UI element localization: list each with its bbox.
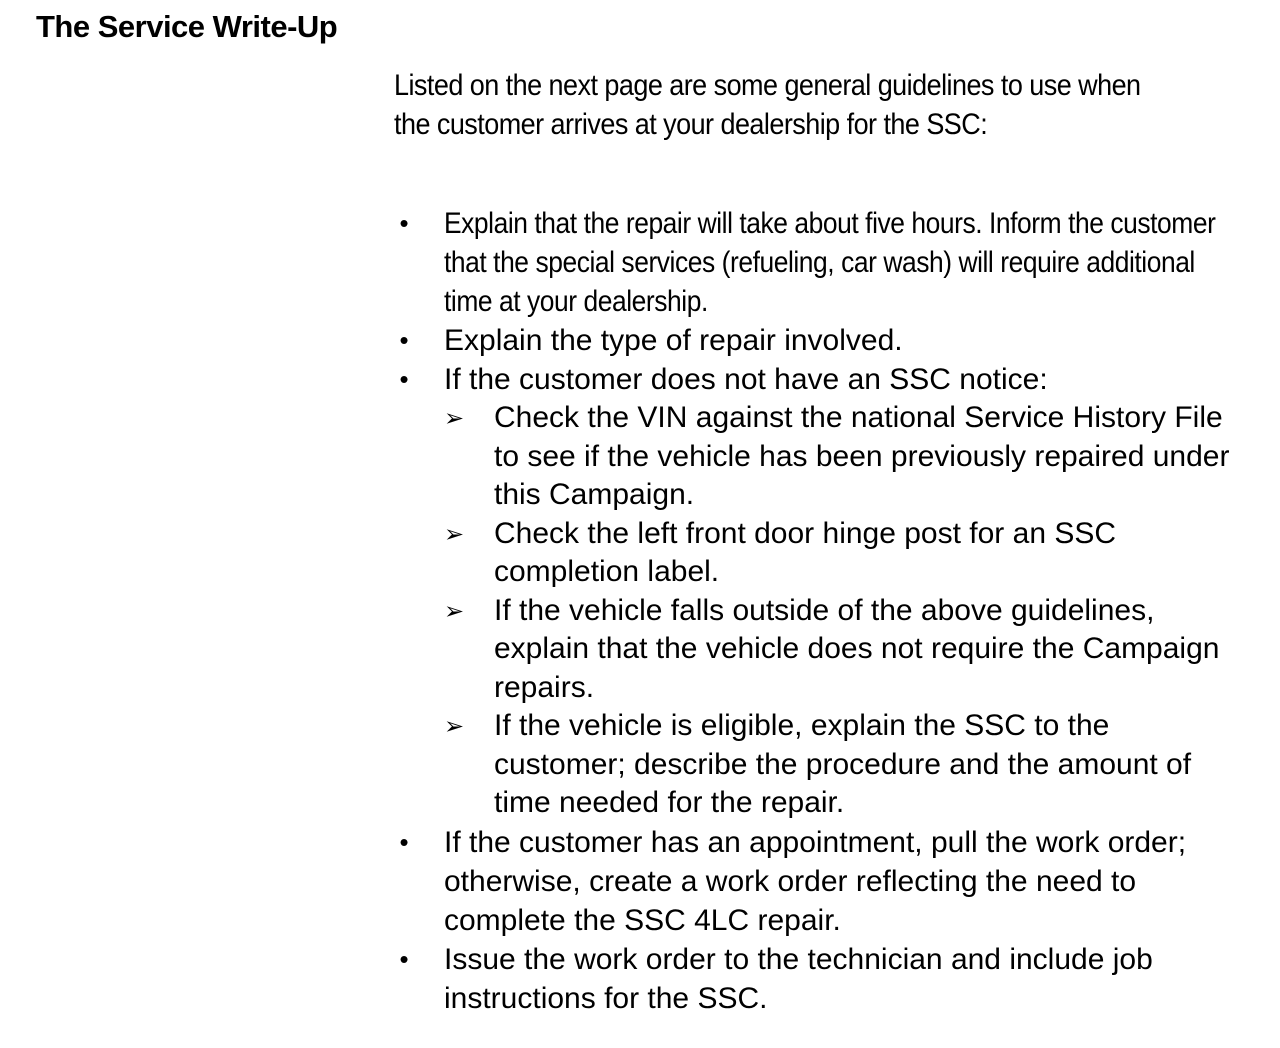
arrow-bullet-icon: ➢	[444, 596, 465, 625]
list-item	[394, 360, 1234, 823]
list-item-text: If the customer has an appointment, pull the work order; otherwise, create a work order reflecting the need to complete the SSC 4LC repair.	[444, 825, 1187, 937]
sub-list-item	[444, 707, 1234, 823]
page-title: The Service Write-Up	[36, 9, 338, 44]
arrow-bullet-icon: ➢	[444, 712, 465, 740]
sub-list-item-text: If the vehicle falls outside of the above guidelines, explain that the vehicle does not require the Campaign repairs.	[494, 593, 1220, 704]
list-item-text: Issue the work order to the technician and include job instructions for the SSC.	[444, 942, 1153, 1015]
guidelines-list	[394, 204, 1234, 1018]
list-item-text: Explain the type of repair involved.	[444, 324, 903, 357]
list-item	[394, 321, 1234, 360]
bullet-icon: •	[399, 325, 409, 355]
bullet-icon: •	[399, 208, 409, 238]
list-item	[394, 204, 1234, 321]
intro-text: Listed on the next page are some general guidelines to use when the customer arrives at your dealership for the SSC:	[394, 69, 1141, 141]
sub-list-item-text: If the vehicle is eligible, explain the SSC to the customer; describe the procedure and the amount of time needed for the repair.	[494, 709, 1192, 819]
list-item-text: If the customer does not have an SSC notice:	[444, 363, 1048, 396]
sub-list-item	[444, 592, 1234, 708]
list-item	[394, 823, 1234, 940]
list-item	[394, 940, 1234, 1018]
sub-list-item-text: Check the left front door hinge post for an SSC completion label.	[494, 516, 1117, 588]
bullet-icon: •	[399, 364, 409, 394]
bullet-icon: •	[399, 943, 409, 974]
bullet-icon: •	[399, 826, 409, 857]
arrow-bullet-icon: ➢	[444, 519, 465, 548]
sub-list-item	[444, 515, 1234, 592]
intro-paragraph	[394, 66, 1168, 144]
sub-list-item	[444, 399, 1234, 515]
sub-list-item-text: Check the VIN against the national Service History File to see if the vehicle has been previously repaired under this Campaign.	[494, 401, 1230, 511]
list-item-text: Explain that the repair will take about five hours. Inform the customer that the special services (refueling, car wash) will require additional time at your dealership.	[444, 207, 1216, 318]
sub-list	[444, 399, 1234, 823]
arrow-bullet-icon: ➢	[444, 404, 465, 432]
